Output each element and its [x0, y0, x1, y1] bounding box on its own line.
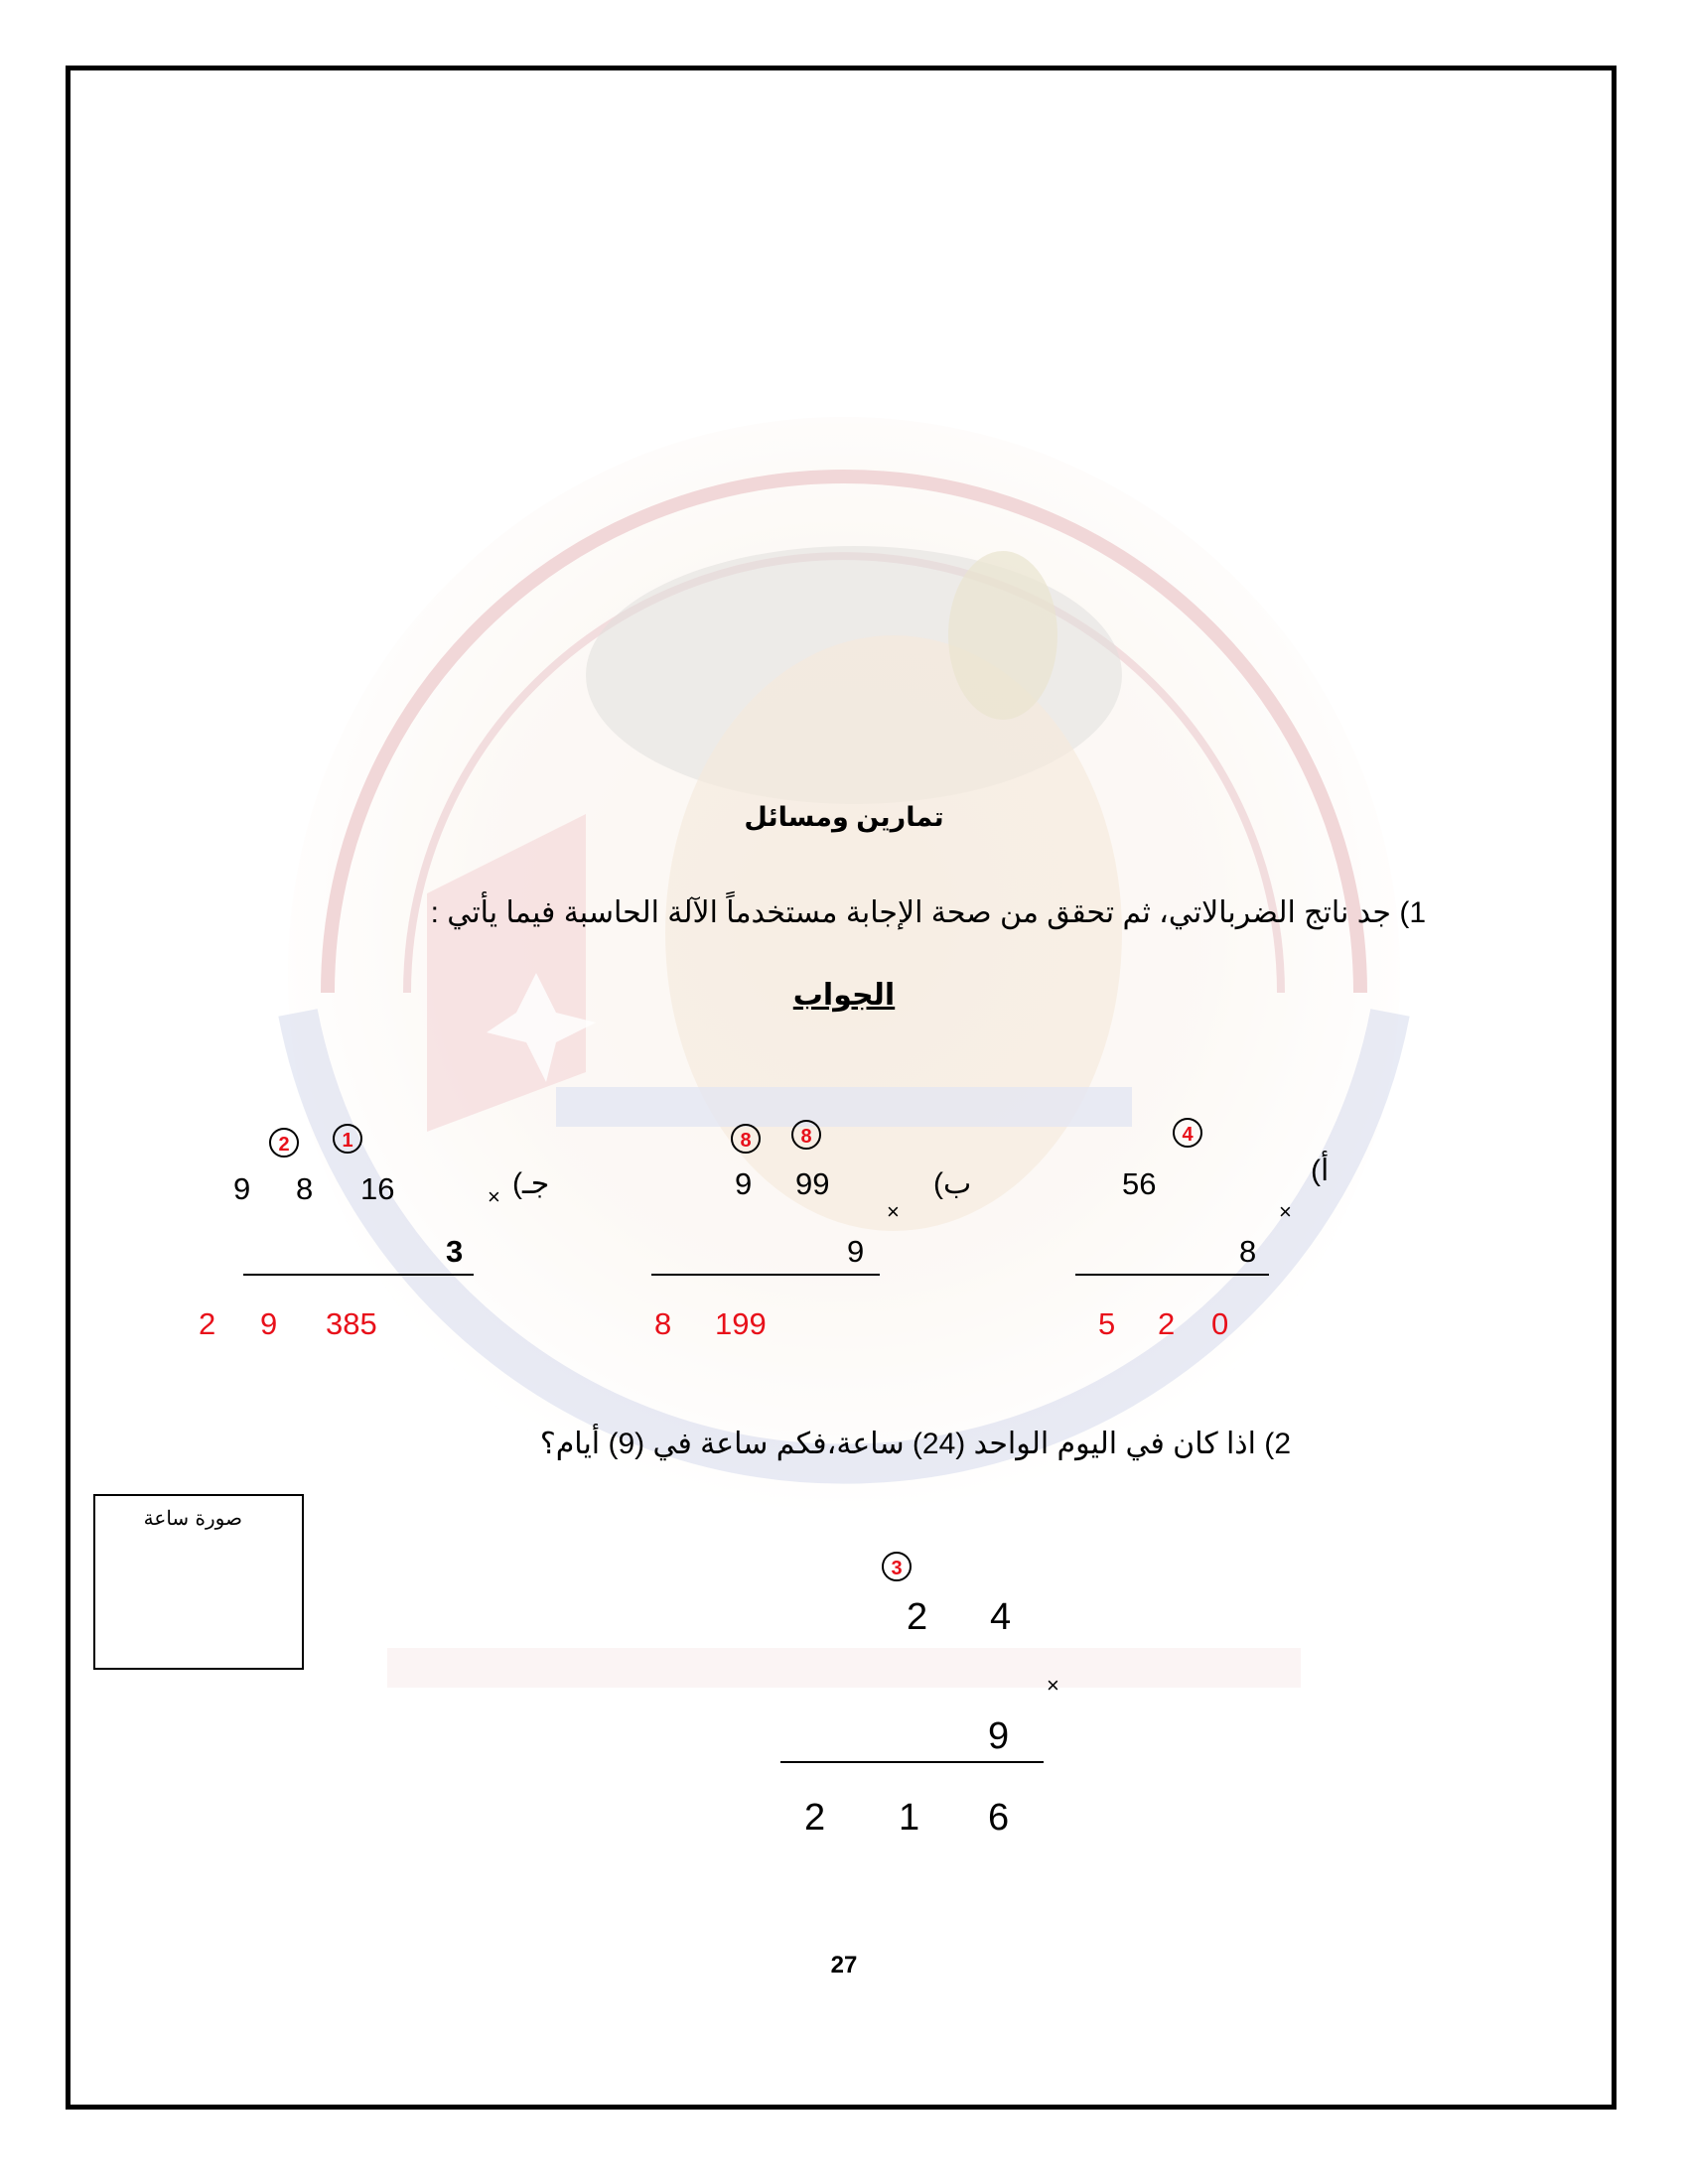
problem-a-result-1: 5 [1098, 1306, 1116, 1341]
problem-c-result-b: 9 [260, 1306, 278, 1341]
problem-c-label: جـ) [512, 1167, 550, 1200]
problem-b-top-b: 99 [795, 1166, 830, 1201]
answer-heading: الجواب [792, 979, 896, 1012]
page-title: تمارين ومسائل [744, 802, 944, 832]
problem-b-carry-2: 8 [791, 1120, 821, 1150]
q2-result-digit-3: 6 [988, 1797, 1010, 1839]
problem-b-times-icon: × [887, 1199, 900, 1224]
problem-a-times-icon: × [1279, 1199, 1292, 1224]
page-border [66, 66, 1617, 2110]
problem-b-result-a: 8 [654, 1306, 672, 1341]
problem-c-carry-2: 1 [333, 1124, 362, 1154]
problem-c-top-c: 16 [360, 1171, 395, 1206]
problem-c-result-a: 2 [199, 1306, 216, 1341]
q2-top-digit-2: 4 [990, 1596, 1012, 1638]
problem-b-top-a: 9 [735, 1166, 753, 1201]
problem-a-result-3: 0 [1211, 1306, 1229, 1341]
page-number: 27 [830, 1952, 858, 1979]
problem-c-multiplier: 3 [446, 1234, 464, 1269]
question-2-text: 2) اذا كان في اليوم الواحد (24) ساعة،فكم ساعة في (9) أيام؟ [539, 1428, 1291, 1460]
problem-c-times-icon: × [488, 1184, 500, 1209]
problem-c-top-b: 8 [296, 1171, 314, 1206]
q2-top-digit-1: 2 [907, 1596, 928, 1638]
problem-b-label: ب) [933, 1167, 972, 1200]
q2-carry: 3 [882, 1552, 912, 1581]
q2-result-digit-2: 1 [899, 1797, 920, 1839]
q2-rule [780, 1761, 1044, 1763]
q2-result-digit-1: 2 [804, 1797, 826, 1839]
problem-b-result-b: 199 [715, 1306, 767, 1341]
problem-c-rule [243, 1274, 474, 1276]
problem-a-result-2: 2 [1158, 1306, 1176, 1341]
problem-a-label: أ) [1311, 1155, 1330, 1187]
problem-b-rule [651, 1274, 880, 1276]
problem-c-top-a: 9 [233, 1171, 251, 1206]
q2-times-icon: × [1047, 1673, 1059, 1698]
question-1-text: 1) جد ناتج الضربالاتي، ثم تحقق من صحة الإجابة مستخدماً الآلة الحاسبة فيما يأتي : [430, 896, 1426, 929]
problem-a-rule [1075, 1274, 1269, 1276]
problem-a-carry: 4 [1173, 1118, 1202, 1148]
problem-c-result-c: 385 [326, 1306, 377, 1341]
clock-image-placeholder [93, 1494, 304, 1670]
problem-b-carry-1: 8 [731, 1124, 761, 1154]
problem-c-carry-1: 2 [269, 1128, 299, 1158]
problem-a-multiplier: 8 [1239, 1234, 1257, 1269]
problem-a-top: 56 [1122, 1166, 1157, 1201]
q2-multiplier: 9 [988, 1715, 1010, 1757]
problem-b-multiplier: 9 [847, 1234, 865, 1269]
clock-image-caption: صورة ساعة [143, 1506, 242, 1530]
